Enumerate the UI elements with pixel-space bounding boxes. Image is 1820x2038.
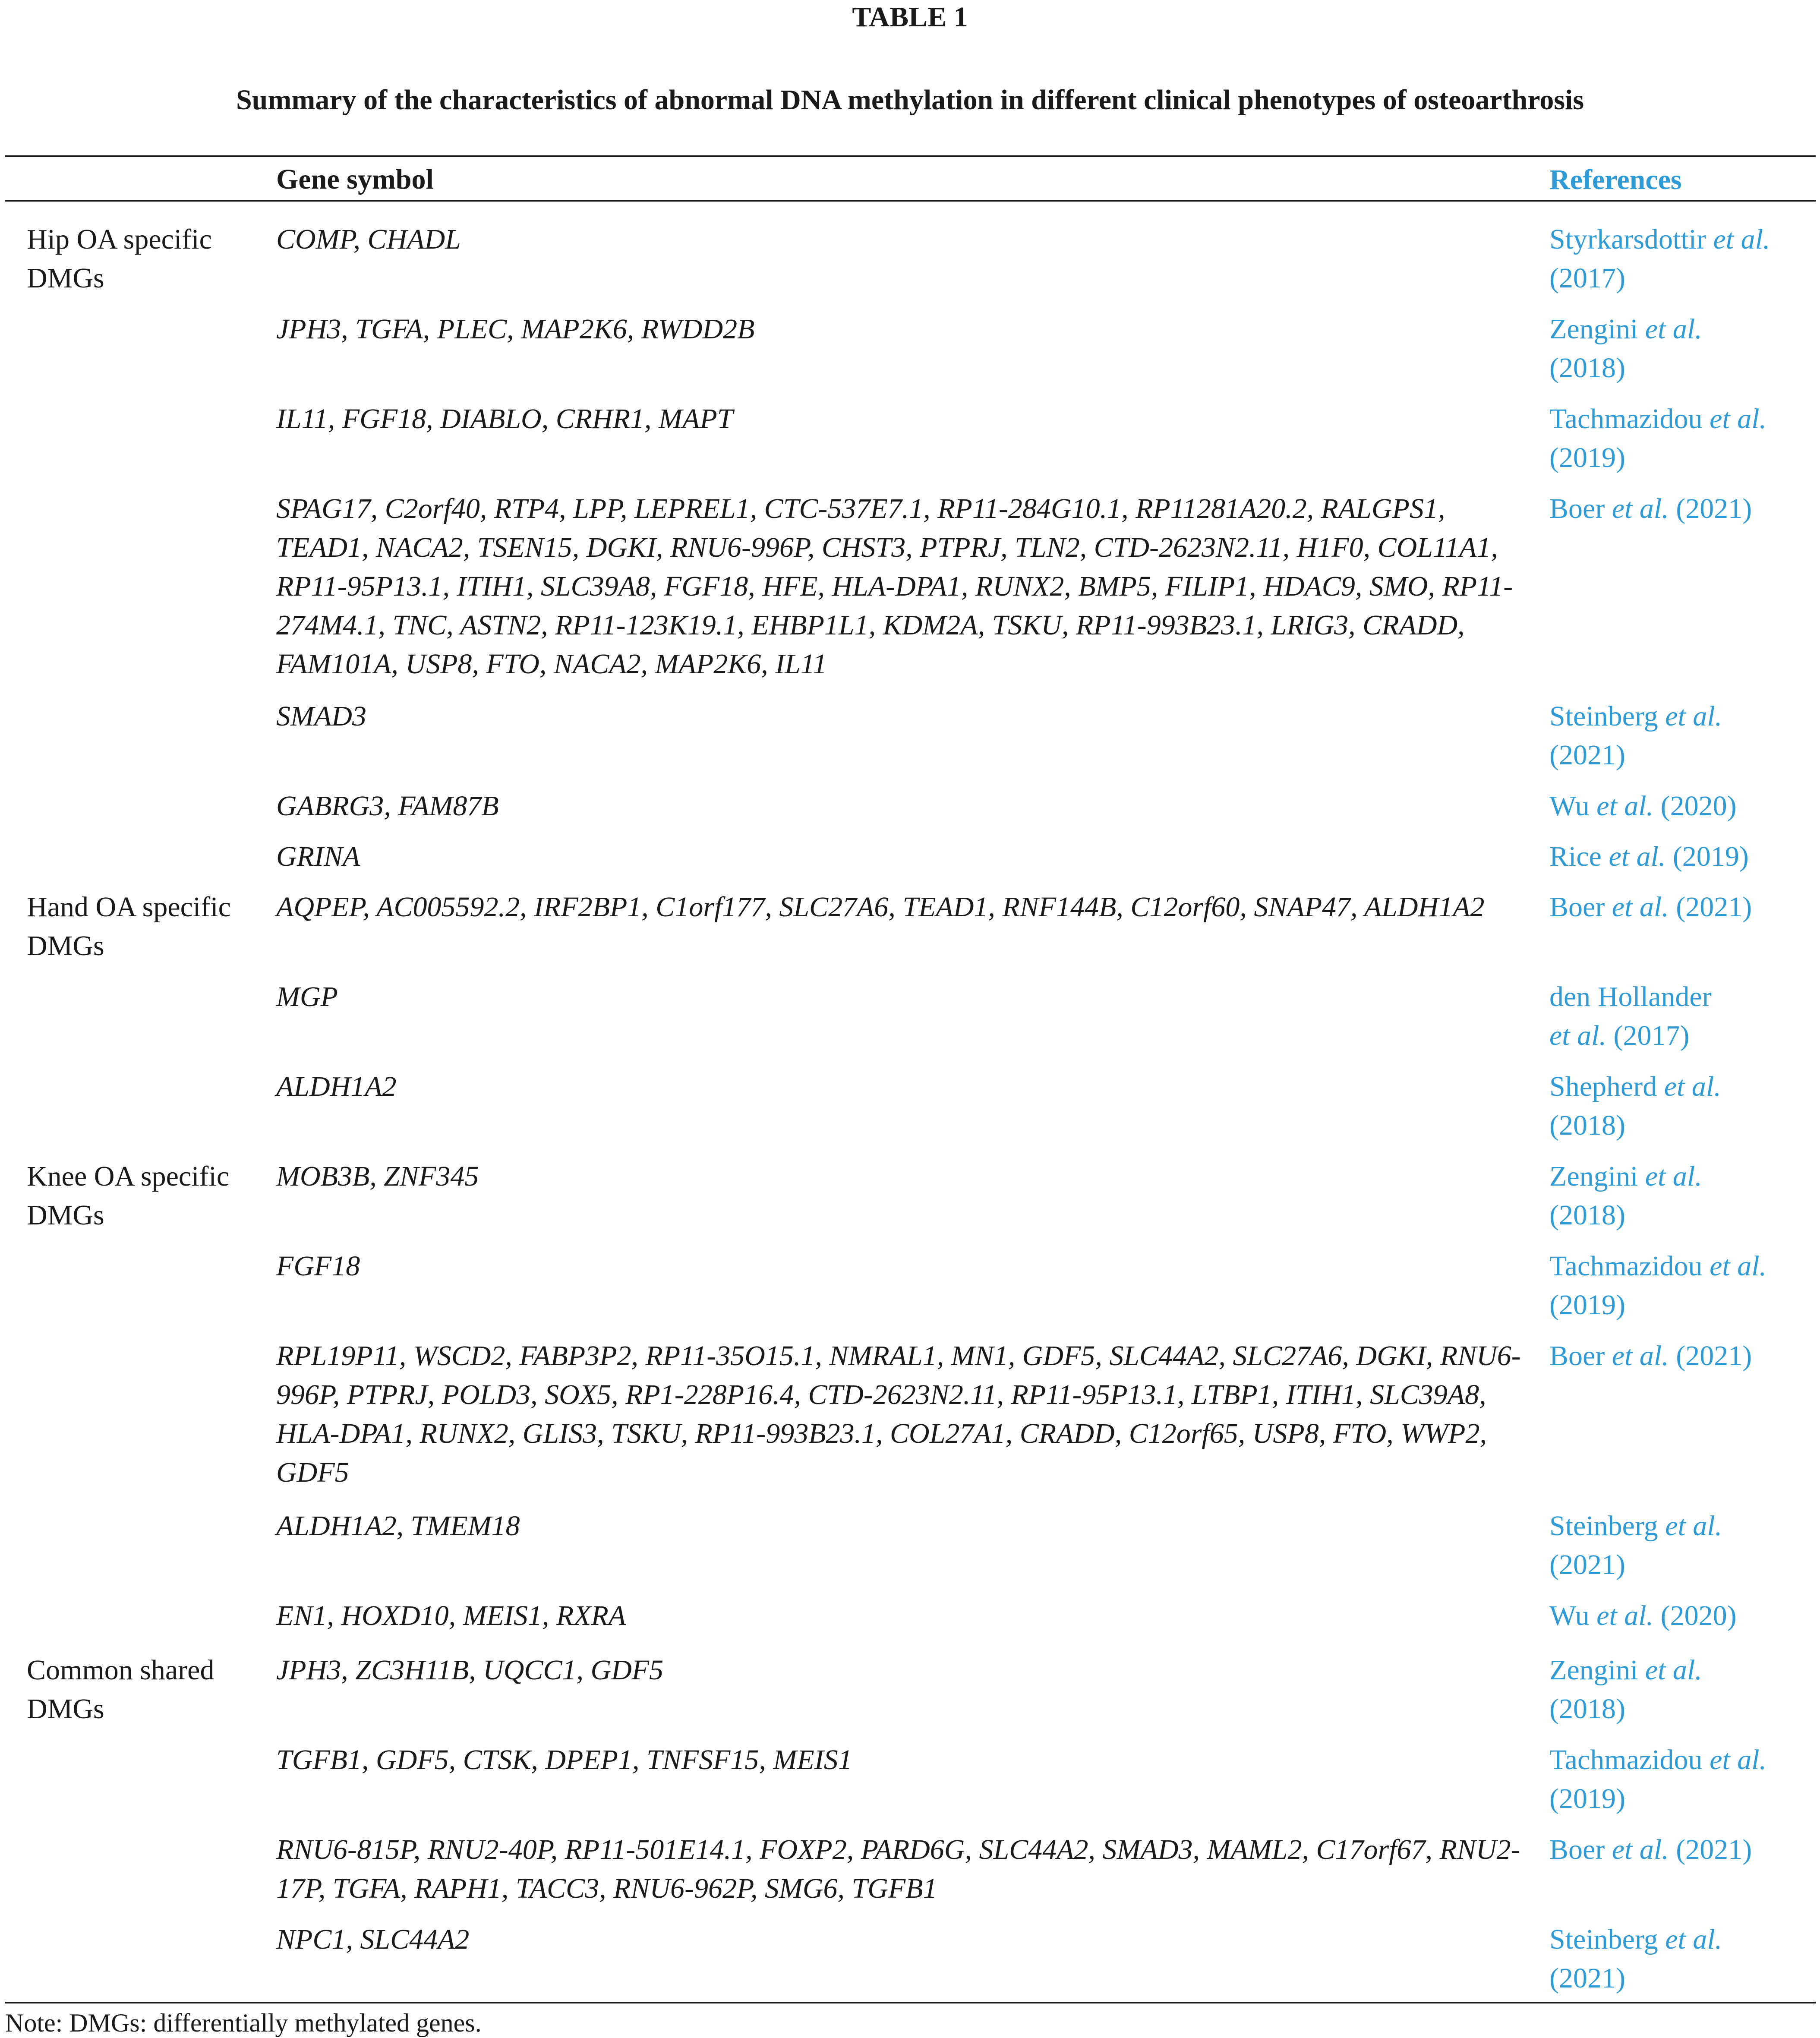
reference-link[interactable]: den Hollander et al. (2017) — [1549, 981, 1712, 1051]
reference-link[interactable]: Tachmazidou et al. (2019) — [1549, 1744, 1767, 1814]
reference-link[interactable]: Steinberg et al. (2021) — [1549, 1924, 1722, 1994]
gene-symbols: GABRG3, FAM87B — [276, 790, 499, 822]
reference-link[interactable]: Zengini et al. (2018) — [1549, 313, 1702, 384]
reference-link[interactable]: Rice et al. (2019) — [1549, 841, 1749, 872]
category-hand: Hand OA specific DMGs — [27, 891, 231, 962]
reference-link[interactable]: Wu et al. (2020) — [1549, 790, 1737, 822]
table-note: Note: DMGs: differentially methylated genes. — [5, 2009, 482, 2037]
gene-symbols: JPH3, TGFA, PLEC, MAP2K6, RWDD2B — [276, 313, 755, 345]
reference-link[interactable]: Boer et al. (2021) — [1549, 493, 1752, 524]
gene-symbols: COMP, CHADL — [276, 224, 461, 255]
category-common: Common shared DMGs — [27, 1654, 214, 1725]
table-caption: Summary of the characteristics of abnormal DNA methylation in different clinical phenotypes of osteoarthrosis — [236, 84, 1584, 116]
reference-link[interactable]: Tachmazidou et al. (2019) — [1549, 403, 1767, 473]
reference-link[interactable]: Steinberg et al. (2021) — [1549, 700, 1722, 771]
header-rule — [5, 200, 1816, 202]
gene-symbols: SMAD3 — [276, 700, 366, 732]
gene-symbols: AQPEP, AC005592.2, IRF2BP1, C1orf177, SLC27A6, TEAD1, RNF144B, C12orf60, SNAP47, ALDH1A2 — [276, 891, 1485, 923]
category-knee: Knee OA specific DMGs — [27, 1161, 230, 1231]
reference-link[interactable]: Shepherd et al. (2018) — [1549, 1071, 1721, 1141]
reference-link[interactable]: Boer et al. (2021) — [1549, 1834, 1752, 1865]
gene-symbols: MOB3B, ZNF345 — [276, 1161, 479, 1192]
top-rule — [5, 155, 1816, 157]
gene-symbols: FGF18 — [276, 1250, 360, 1282]
reference-link[interactable]: Steinberg et al. (2021) — [1549, 1510, 1722, 1581]
gene-symbols: EN1, HOXD10, MEIS1, RXRA — [276, 1600, 626, 1631]
gene-symbols: GRINA — [276, 841, 360, 872]
header-references: References — [1549, 164, 1682, 196]
gene-symbols: RPL19P11, WSCD2, FABP3P2, RP11-35O15.1, NMRAL1, MN1, GDF5, SLC44A2, SLC27A6, DGKI, RNU6-996P, PTPRJ, POLD3, SOX5, RP1-228P16.4, CTD-2623N2.11, RP11-95P13.1, LTBP1, ITIH1, SLC39A8, HLA-DPA1, RUNX2, GLIS3, TSKU, RP11-993B23.1, COL27A1, CRADD, C12orf65, USP8, FTO, WWP2, GDF5 — [276, 1340, 1521, 1488]
bottom-rule — [5, 2002, 1816, 2003]
gene-symbols: MGP — [276, 981, 338, 1013]
gene-symbols: IL11, FGF18, DIABLO, CRHR1, MAPT — [276, 403, 733, 435]
reference-link[interactable]: Wu et al. (2020) — [1549, 1600, 1737, 1631]
reference-link[interactable]: Zengini et al. (2018) — [1549, 1654, 1702, 1725]
gene-symbols: RNU6-815P, RNU2-40P, RP11-501E14.1, FOXP2, PARD6G, SLC44A2, SMAD3, MAML2, C17orf67, RNU2-17P, TGFA, RAPH1, TACC3, RNU6-962P, SMG6, TGFB1 — [276, 1834, 1520, 1904]
gene-symbols: SPAG17, C2orf40, RTP4, LPP, LEPREL1, CTC-537E7.1, RP11-284G10.1, RP11281A20.2, RALGPS1, TEAD1, NACA2, TSEN15, DGKI, RNU6-996P, CHST3, PTPRJ, TLN2, CTD-2623N2.11, H1F0, COL11A1, RP11-95P13.1, ITIH1, SLC39A8, FGF18, HFE, HLA-DPA1, RUNX2, BMP5, FILIP1, HDAC9, SMO, RP11-274M4.1, TNC, ASTN2, RP11-123K19.1, EHBP1L1, KDM2A, TSKU, RP11-993B23.1, LRIG3, CRADD, FAM101A, USP8, FTO, NACA2, MAP2K6, IL11 — [276, 493, 1513, 680]
reference-link[interactable]: Styrkarsdottir et al. (2017) — [1549, 224, 1770, 294]
reference-link[interactable]: Boer et al. (2021) — [1549, 1340, 1752, 1372]
reference-link[interactable]: Tachmazidou et al. (2019) — [1549, 1250, 1767, 1321]
gene-symbols: TGFB1, GDF5, CTSK, DPEP1, TNFSF15, MEIS1 — [276, 1744, 852, 1776]
gene-symbols: ALDH1A2 — [276, 1071, 397, 1102]
gene-symbols: NPC1, SLC44A2 — [276, 1924, 470, 1955]
gene-symbols: JPH3, ZC3H11B, UQCC1, GDF5 — [276, 1654, 664, 1686]
reference-link[interactable]: Zengini et al. (2018) — [1549, 1161, 1702, 1231]
reference-link[interactable]: Boer et al. (2021) — [1549, 891, 1752, 923]
header-gene-symbol: Gene symbol — [276, 164, 434, 195]
gene-symbols: ALDH1A2, TMEM18 — [276, 1510, 520, 1542]
table-label: TABLE 1 — [852, 1, 968, 33]
category-hip: Hip OA specific DMGs — [27, 224, 212, 294]
